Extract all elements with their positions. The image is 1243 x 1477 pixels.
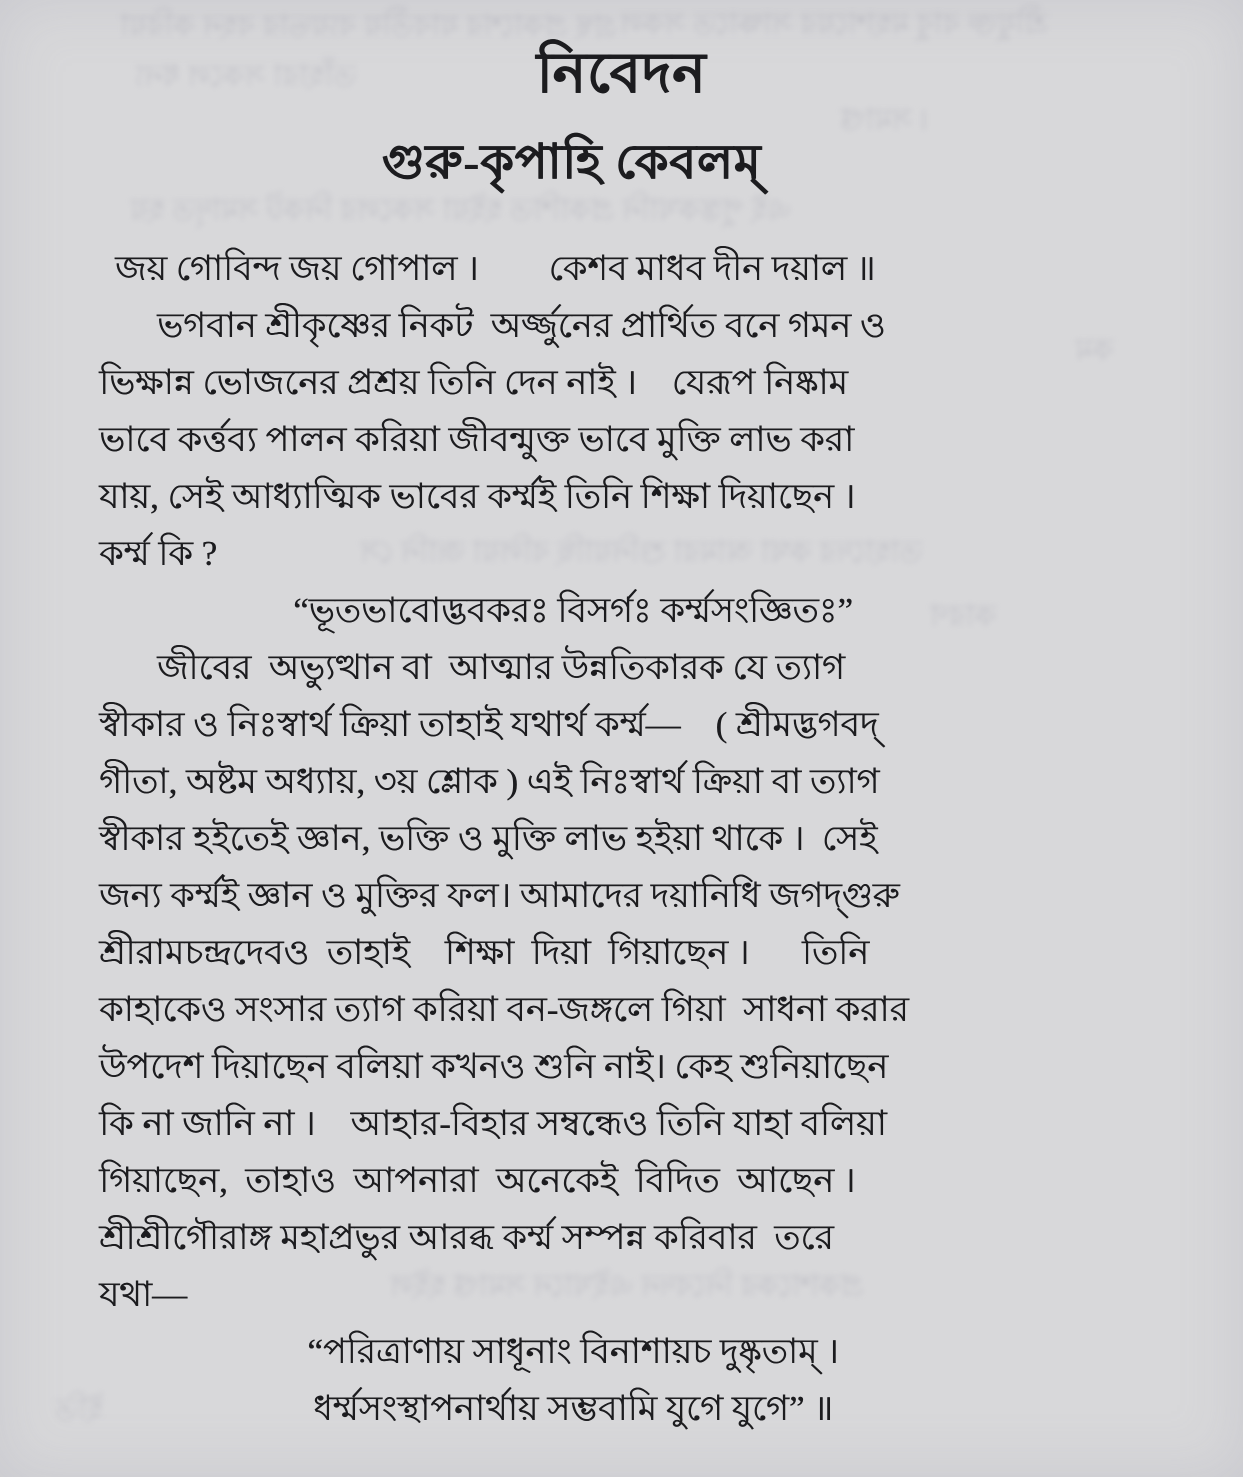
text-line: কর্ম্ম কি ? [99, 534, 218, 573]
page-title: নিবেদন [536, 43, 707, 105]
bleed-through-text: প্রকাশকের নিবেদন এইখানে সমাপ্ত হইল [390, 1268, 864, 1303]
bleed-through-text: । সমাপ্ত [840, 102, 931, 137]
text-line: গীতা, অষ্টম অধ্যায়, ৩য় শ্লোক ) এই নিঃস্বার্থ ক্রিয়া বা ত্যাগ [99, 762, 880, 801]
text-line: উপদেশ দিয়াছেন বলিয়া কখনও শুনি নাই। কেহ শুনিয়াছেন [99, 1047, 889, 1086]
body-text [99, 240, 1047, 1437]
text-line: স্বীকার হইতেই জ্ঞান, ভক্তি ও মুক্তি লাভ হইয়া থাকে । সেই [99, 819, 878, 858]
text-line: জীবের অভ্যুত্থান বা আত্মার উন্নতিকারক যে ত্যাগ [157, 648, 845, 687]
text-line: শ্রীশ্রীগৌরাঙ্গ মহাপ্রভুর আরব্ধ কর্ম্ম সম্পন্ন করিবার তরে [99, 1218, 834, 1257]
bleed-through-text: শ্রীযুক্ত বাবু মহাশয়ের সাক্ষাতে সকল [620, 6, 1048, 41]
text-line: শ্রীরামচন্দ্রদেবও তাহাই শিক্ষা দিয়া গিয়াছেন । তিনি [99, 933, 870, 972]
text-line: গিয়াছেন, তাহাও আপনারা অনেকেই বিদিত আছেন । [99, 1161, 856, 1200]
text-line: কি না জানি না । আহার-বিহার সম্বন্ধেও তিনি যাহা বলিয়া [99, 1104, 887, 1143]
bleed-through-text: ইতি [55, 1392, 104, 1427]
text-line: ভাবে কর্ত্তব্য পালন করিয়া জীবন্মুক্ত ভাবে মুক্তি লাভ করা [99, 420, 855, 459]
invocation-subtitle: গুরু-কৃপাহি কেবলম্ [381, 136, 762, 189]
bleed-through-text: এই পুস্তকখানি প্রকাশিত হইয়া সকলের নিকট সমাদৃত হয় [130, 192, 792, 227]
text-line: ভিক্ষান্ন ভোজনের প্রশ্রয় তিনি দেন নাই । যেরূপ নিষ্কাম [99, 363, 848, 402]
bleed-through-text: কারণ [930, 598, 997, 633]
bleed-through-text: কম [1075, 332, 1114, 367]
text-line: যায়, সেই আধ্যাত্মিক ভাবের কর্ম্মই তিনি শিক্ষা দিয়াছেন । [99, 477, 856, 516]
text-line: কাহাকেও সংসার ত্যাগ করিয়া বন-জঙ্গলে গিয়া সাধনা করার [99, 990, 909, 1029]
bleed-through-text: তাহাদের কথা আমরা শুনিয়াছি বলিয়া জানি সে [360, 534, 923, 569]
text-line: ভগবান শ্রীকৃষ্ণের নিকট অর্জ্জুনের প্রার্থিত বনে গমন ও [157, 306, 886, 345]
text-line: জয় গোবিন্দ জয় গোপাল । কেশব মাধব দীন দয়াল ॥ [115, 249, 876, 288]
text-line: যথা— [99, 1275, 187, 1314]
text-line: স্বীকার ও নিঃস্বার্থ ক্রিয়া তাহাই যথার্থ কর্ম্ম— ( শ্রীমদ্ভগবদ্ [99, 705, 879, 744]
text-line: ধর্ম্মসংস্থাপনার্থায় সম্ভবামি যুগে যুগে” ॥ [313, 1389, 833, 1428]
text-line: “পরিত্রাণায় সাধূনাং বিনাশায়চ দুষ্কৃতাম্ । [307, 1332, 839, 1371]
bleed-through-text: গ্রন্থ প্রকাশের যাবতীয় ব্যয়ভার বহন করিয়া [120, 8, 617, 43]
text-line: জন্য কর্ম্মই জ্ঞান ও মুক্তির ফল। আমাদের দয়ানিধি জগদ্গুরু [99, 876, 900, 915]
bleed-through-text: তাঁহারা সকলে ধন্য [135, 58, 357, 93]
text-line: “ভূতভাবোদ্ভবকরঃ বিসর্গঃ কর্ম্মসংজ্ঞিতঃ” [293, 591, 853, 630]
